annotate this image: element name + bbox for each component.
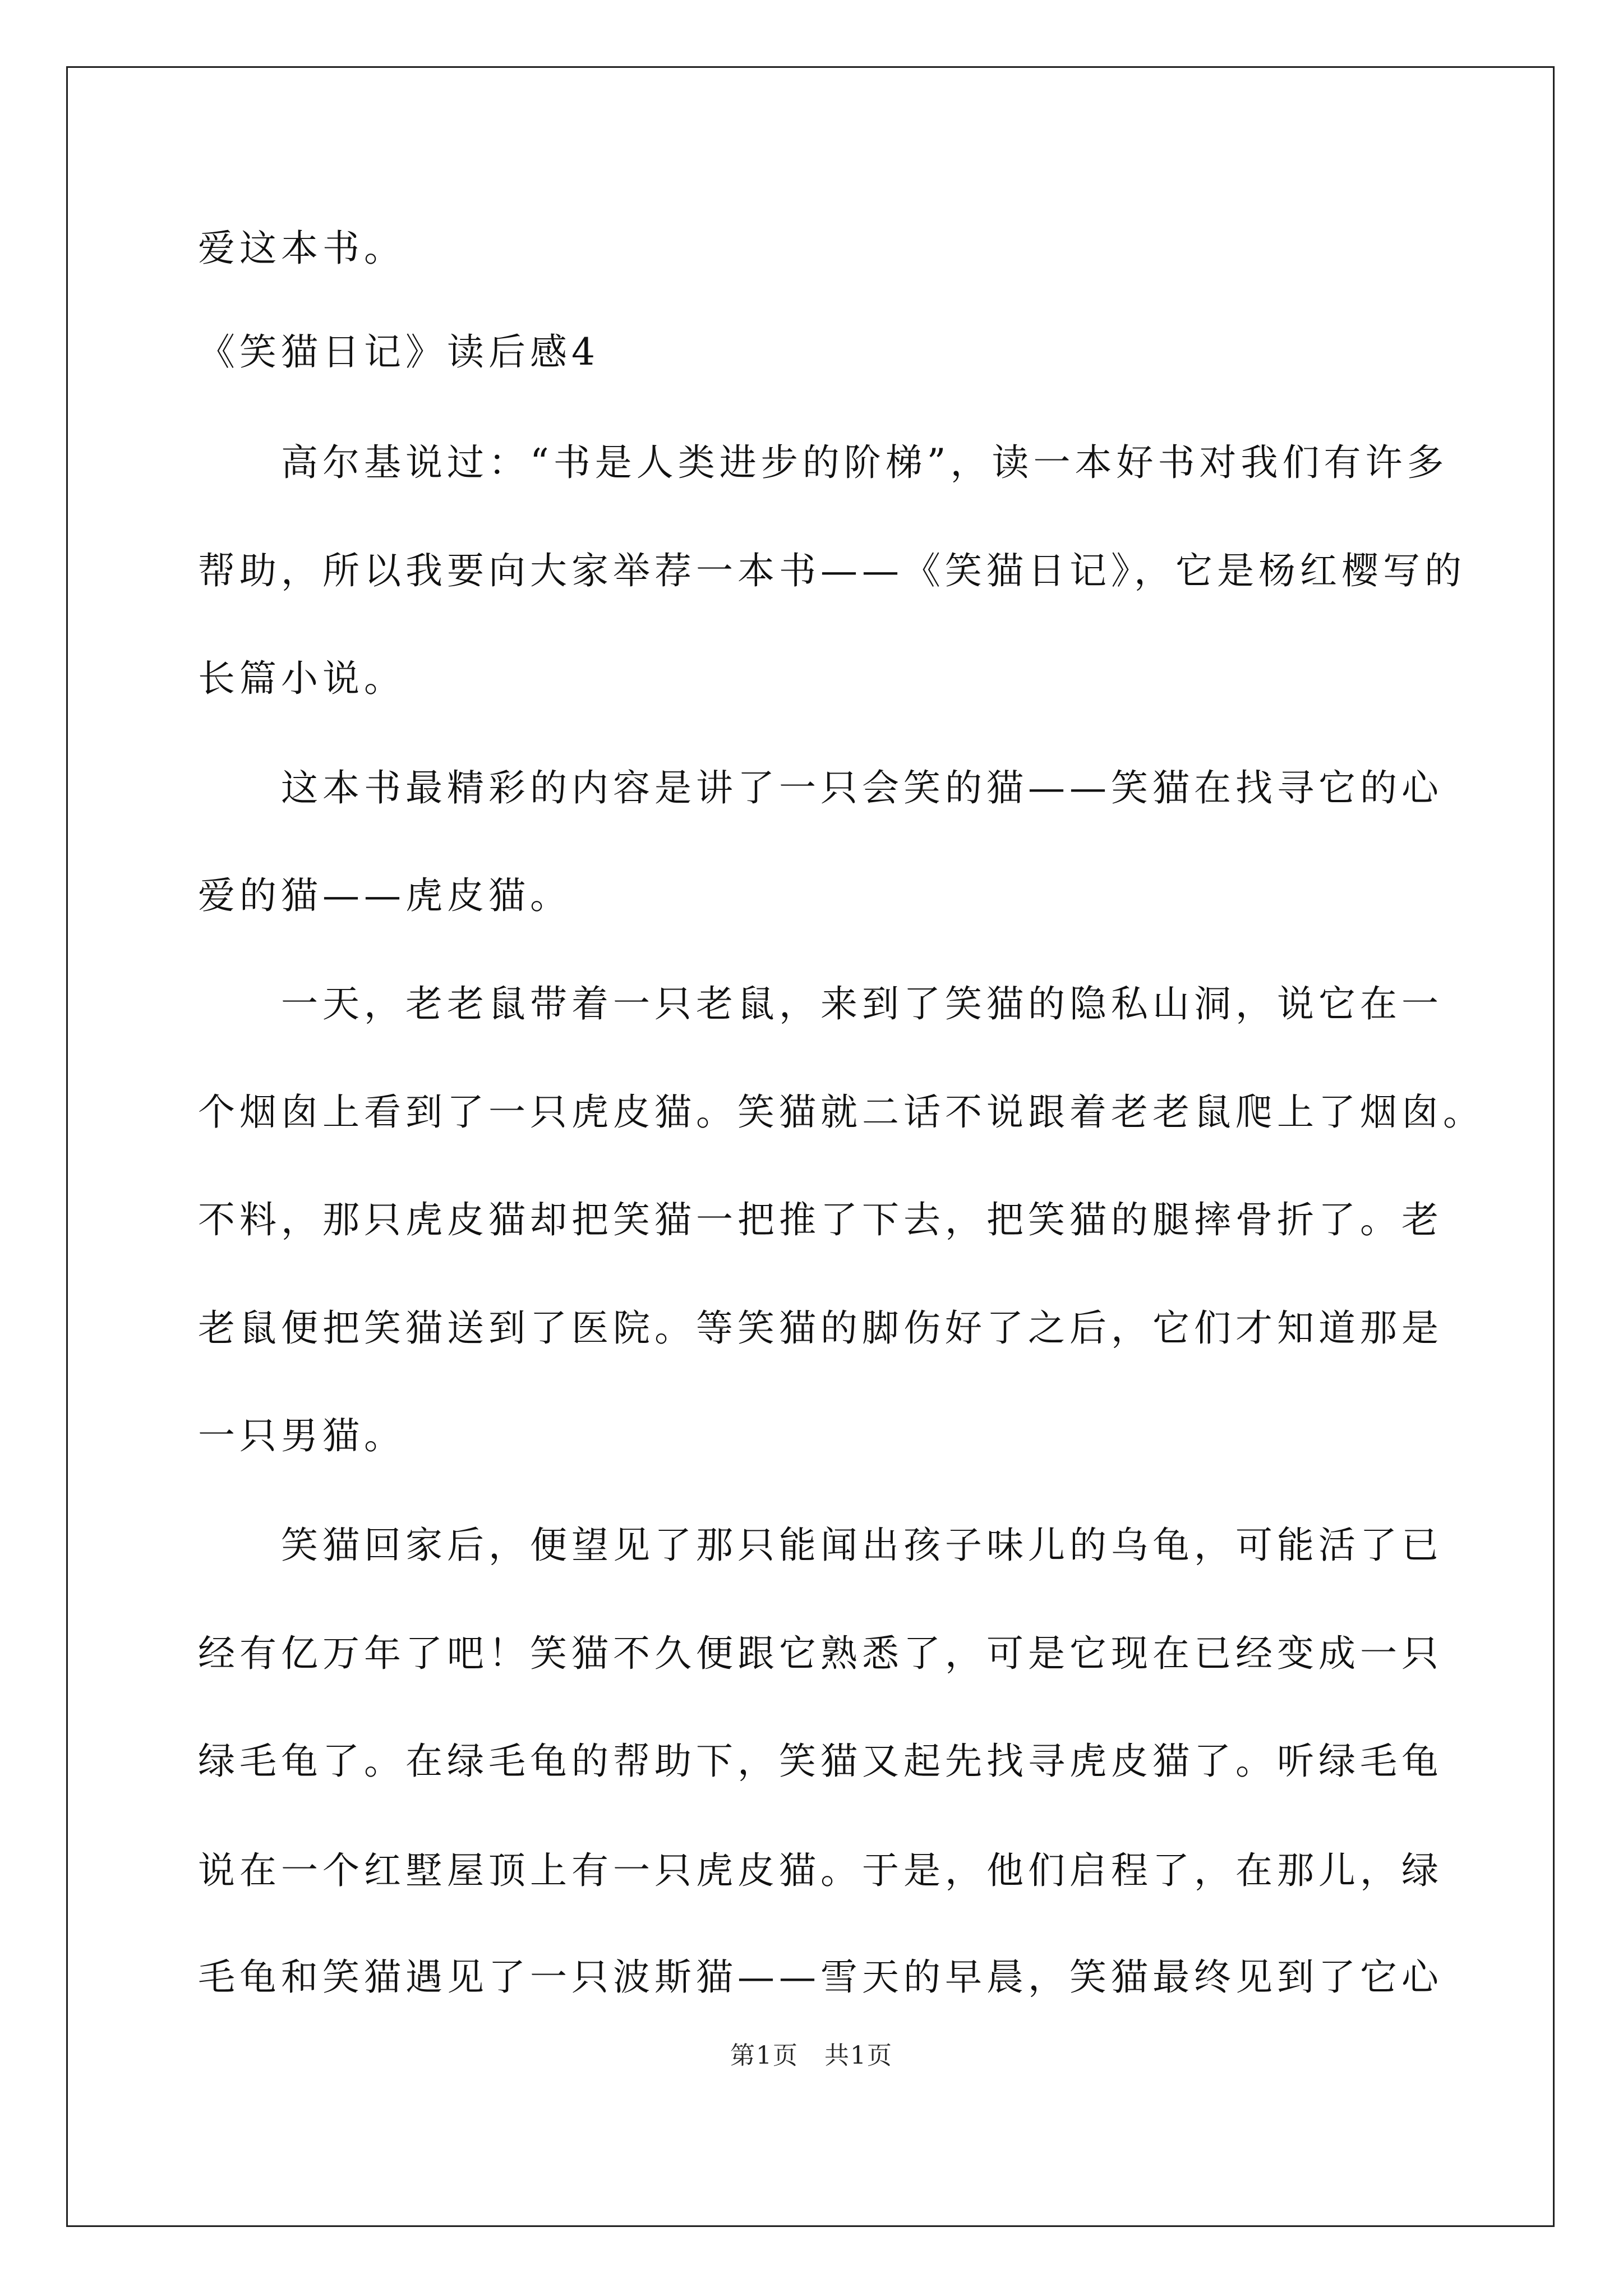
text-line: 说在一个红墅屋顶上有一只虎皮猫。于是，他们启程了，在那儿，绿 — [198, 1849, 1443, 1892]
text-line: 毛龟和笑猫遇见了一只波斯猫——雪天的早晨，笑猫最终见到了它心 — [198, 1955, 1443, 1999]
text-line: 绿毛龟了。在绿毛龟的帮助下，笑猫又起先找寻虎皮猫了。听绿毛龟 — [198, 1740, 1443, 1783]
page-frame — [66, 66, 1555, 2227]
text-line: 笑猫回家后，便望见了那只能闻出孩子味儿的乌龟，可能活了已 — [198, 1524, 1443, 1567]
section-heading: 《笑猫日记》读后感4 — [198, 330, 600, 374]
page-footer: 第1页 共1页 — [730, 2041, 893, 2070]
text-line: 经有亿万年了吧！笑猫不久便跟它熟悉了，可是它现在已经变成一只 — [198, 1632, 1443, 1675]
text-line: 一天，老老鼠带着一只老鼠，来到了笑猫的隐私山洞，说它在一 — [198, 982, 1443, 1025]
text-line: 不料，那只虎皮猫却把笑猫一把推了下去，把笑猫的腿摔骨折了。老 — [198, 1198, 1443, 1241]
text-line: 帮助，所以我要向大家举荐一本书——《笑猫日记》，它是杨红樱写的 — [198, 549, 1466, 592]
text-line: 爱的猫——虎皮猫。 — [198, 874, 571, 917]
text-line: 个烟囱上看到了一只虎皮猫。笑猫就二话不说跟着老老鼠爬上了烟囱。 — [198, 1091, 1484, 1134]
text-line: 爱这本书。 — [198, 227, 405, 270]
text-line: 高尔基说过：“书是人类进步的阶梯”，读一本好书对我们有许多 — [198, 441, 1449, 484]
text-line: 老鼠便把笑猫送到了医院。等笑猫的脚伤好了之后，它们才知道那是 — [198, 1306, 1443, 1350]
text-line: 一只男猫。 — [198, 1414, 405, 1457]
text-line: 长篇小说。 — [198, 657, 405, 700]
text-line: 这本书最精彩的内容是讲了一只会笑的猫——笑猫在找寻它的心 — [198, 766, 1443, 809]
